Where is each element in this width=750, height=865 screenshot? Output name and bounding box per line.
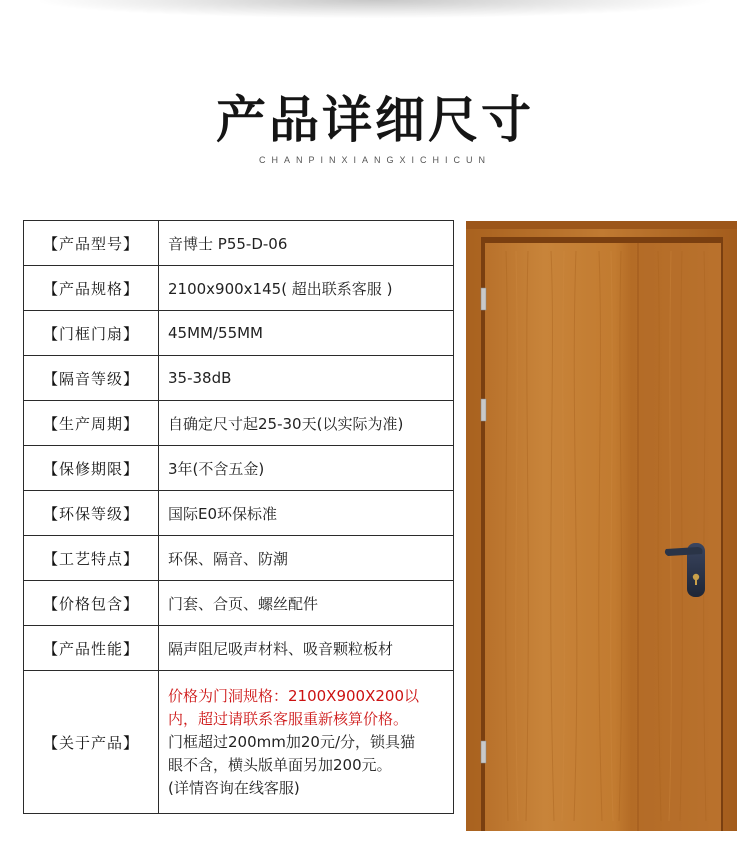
spec-label: 【生产周期】 xyxy=(24,401,159,446)
spec-row xyxy=(24,446,454,491)
spec-table xyxy=(23,220,454,814)
about-line: 眼不含，横头版单面另加200元。 xyxy=(168,755,392,774)
about-text xyxy=(159,671,454,814)
about-line: 门框超过200mm加20元/分，锁具猫 xyxy=(168,732,415,751)
page-subtitle: CHANPINXIANGXICHICUN xyxy=(258,155,491,165)
spec-row xyxy=(24,401,454,446)
spec-value: 45MM/55MM xyxy=(159,311,454,356)
spec-value: 隔声阻尼吸声材料、吸音颗粒板材 xyxy=(159,626,454,671)
spec-value: 音博士 P55-D-06 xyxy=(159,221,454,266)
door-image xyxy=(466,221,737,831)
spec-value: 国际E0环保标准 xyxy=(159,491,454,536)
top-shadow xyxy=(40,0,710,18)
spec-row xyxy=(24,356,454,401)
spec-label: 【价格包含】 xyxy=(24,581,159,626)
spec-row xyxy=(24,626,454,671)
wooden-door-icon xyxy=(466,221,737,831)
spec-value: 3年(不含五金) xyxy=(159,446,454,491)
spec-row xyxy=(24,536,454,581)
spec-label: 【产品型号】 xyxy=(24,221,159,266)
spec-label: 【工艺特点】 xyxy=(24,536,159,581)
spec-value: 35-38dB xyxy=(159,356,454,401)
spec-label: 【门框门扇】 xyxy=(24,311,159,356)
spec-value: 2100x900x145( 超出联系客服 ) xyxy=(159,266,454,311)
spec-value-highlight: 自确定尺寸起25-30天(以实际为准) xyxy=(159,401,454,446)
spec-label: 【产品规格】 xyxy=(24,266,159,311)
spec-row xyxy=(24,221,454,266)
spec-label: 【关于产品】 xyxy=(24,671,159,814)
spec-label: 【保修期限】 xyxy=(24,446,159,491)
page-title: 产品详细尺寸 xyxy=(216,91,534,149)
about-line-highlight: 价格为门洞规格：2100X900X200以 xyxy=(168,686,419,705)
spec-value: 环保、隔音、防潮 xyxy=(159,536,454,581)
spec-row xyxy=(24,491,454,536)
spec-row xyxy=(24,311,454,356)
spec-label: 【环保等级】 xyxy=(24,491,159,536)
about-line-highlight: 内，超过请联系客服重新核算价格。 xyxy=(168,709,409,728)
spec-label: 【隔音等级】 xyxy=(24,356,159,401)
spec-label: 【产品性能】 xyxy=(24,626,159,671)
spec-value: 门套、合页、螺丝配件 xyxy=(159,581,454,626)
spec-row xyxy=(24,266,454,311)
spec-row xyxy=(24,581,454,626)
about-line: (详情咨询在线客服) xyxy=(168,778,300,797)
spec-row-about xyxy=(24,671,454,814)
